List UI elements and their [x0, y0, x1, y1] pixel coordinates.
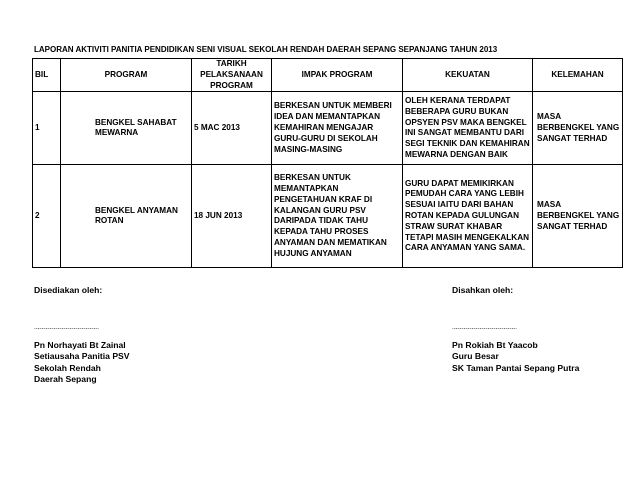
approved-position: Guru Besar [452, 351, 499, 361]
table-header-row [33, 59, 623, 92]
prepared-org-line-2: Daerah Sepang [34, 374, 97, 384]
cell-tarikh: 18 JUN 2013 [192, 165, 272, 268]
prepared-org-line-1: Sekolah Rendah [34, 362, 101, 373]
approved-signature-line: ………………………………………… [452, 324, 516, 331]
approved-org-line-1: SK Taman Pantai Sepang Putra [452, 362, 580, 373]
cell-kekuatan: OLEH KERANA TERDAPAT BEBERAPA GURU BUKAN OPSYEN PSV MAKA BENGKEL INI SANGAT MEMBANTU DARI SEGI TEKNIK DAN KEMAHIRAN MEWARNA DENGAN BAIK [403, 92, 533, 165]
header-program: PROGRAM [61, 59, 192, 92]
approved-by-block [452, 285, 579, 374]
cell-kelemahan: MASA BERBENGKEL YANG SANGAT TERHAD [533, 92, 623, 165]
cell-impak: BERKESAN UNTUK MEMBERI IDEA DAN MEMANTAPKAN KEMAHIRAN MENGAJAR GURU-GURU DI SEKOLAH MASING-MASING [272, 92, 403, 165]
header-kekuatan: KEKUATAN [403, 59, 533, 92]
header-bil: BIL [33, 59, 61, 92]
approved-by-label: Disahkan oleh: [452, 285, 514, 295]
table-row [33, 92, 623, 165]
cell-program: BENGKEL SAHABAT MEWARNA [61, 92, 192, 165]
prepared-name: Pn Norhayati Bt Zainal [34, 339, 126, 350]
cell-tarikh: 5 MAC 2013 [192, 92, 272, 165]
header-kelemahan: KELEMAHAN [533, 59, 623, 92]
prepared-by-label: Disediakan oleh: [34, 285, 103, 295]
header-impak: IMPAK PROGRAM [272, 59, 403, 92]
cell-kelemahan: MASA BERBENGKEL YANG SANGAT TERHAD [533, 165, 623, 268]
report-title: LAPORAN AKTIVITI PANITIA PENDIDIKAN SENI VISUAL SEKOLAH RENDAH DAERAH SEPANG SEPANJANG TAHUN 2013 [34, 45, 498, 54]
cell-impak: BERKESAN UNTUK MEMANTAPKAN PENGETAHUAN KRAF DI KALANGAN GURU PSV DARIPADA TIDAK TAHU KEPADA TAHU PROSES ANYAMAN DAN MEMATIKAN HUJUNG ANYAMAN [272, 165, 403, 268]
prepared-by-block [34, 285, 142, 386]
cell-program: BENGKEL ANYAMAN ROTAN [61, 165, 192, 268]
cell-kekuatan: GURU DAPAT MEMIKIRKAN PEMUDAH CARA YANG LEBIH SESUAI IAITU DARI BAHAN ROTAN KEPADA GULUNGAN STRAW SURAT KHABAR TETAPI MASIH MENGEKALKAN CARA ANYAMAN YANG SAMA. [403, 165, 533, 268]
header-tarikh: TARIKH PELAKSANAAN PROGRAM [192, 59, 272, 92]
prepared-position: Setiausaha Panitia PSV [34, 351, 130, 361]
activity-report-table [32, 58, 623, 268]
prepared-signature-line: ………………………………………… [34, 324, 98, 331]
cell-bil: 1 [33, 92, 61, 165]
approved-name: Pn Rokiah Bt Yaacob [452, 339, 538, 350]
table-row [33, 165, 623, 268]
cell-bil: 2 [33, 165, 61, 268]
